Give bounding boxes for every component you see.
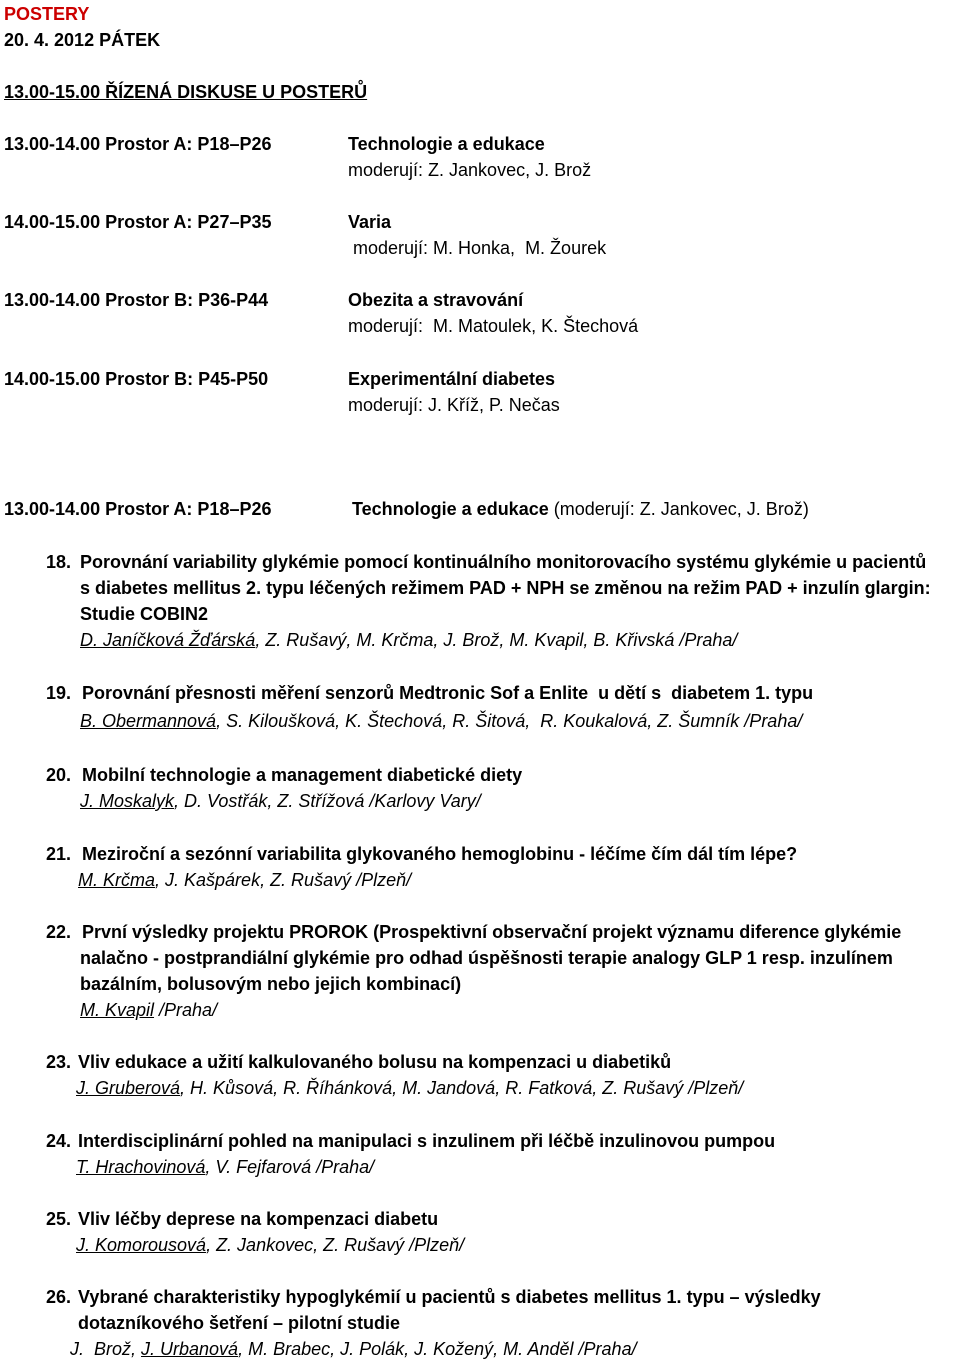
- poster-number: 22.: [46, 922, 72, 942]
- poster-number: 23.: [46, 1052, 72, 1072]
- poster-authors: [76, 1154, 374, 1180]
- poster-number: 20.: [46, 765, 72, 785]
- poster-coauthors: , J. Kašpárek, Z. Rušavý /Plzeň/: [155, 870, 412, 890]
- schedule-topic: Experimentální diabetes: [348, 369, 556, 389]
- poster-title: bazálním, bolusovým nebo jejich kombinací): [80, 974, 462, 994]
- poster-authors: [76, 1232, 464, 1258]
- poster-authors: [80, 708, 802, 734]
- schedule-time: 13.00-14.00 Prostor A: P18–P26: [4, 134, 272, 154]
- schedule-topic: Obezita a stravování: [348, 290, 524, 310]
- poster-presenter: J. Urbanová: [141, 1339, 239, 1359]
- poster-title: Porovnání variability glykémie pomocí kontinuálního monitorovacího systému glykémie u pacientů: [80, 552, 927, 572]
- poster-coauthors: , Z. Jankovec, Z. Rušavý /Plzeň/: [206, 1235, 465, 1255]
- poster-title: s diabetes mellitus 2. typu léčených režimem PAD + NPH se změnou na režim PAD + inzulín glargin:: [80, 578, 931, 598]
- block-moderators: (moderují: Z. Jankovec, J. Brož): [548, 499, 809, 519]
- poster-number: 21.: [46, 844, 72, 864]
- poster-title: dotazníkového šetření – pilotní studie: [78, 1313, 401, 1333]
- poster-presenter: M. Kvapil: [80, 1000, 155, 1020]
- page-title: POSTERY: [4, 4, 90, 24]
- page-date: 20. 4. 2012 PÁTEK: [4, 30, 161, 50]
- block-time: 13.00-14.00 Prostor A: P18–P26: [4, 499, 272, 519]
- schedule-time: 14.00-15.00 Prostor A: P27–P35: [4, 212, 272, 232]
- poster-number: 26.: [46, 1287, 72, 1307]
- schedule-topic: Technologie a edukace: [348, 134, 545, 154]
- poster-title: Vybrané charakteristiky hypoglykémií u pacientů s diabetes mellitus 1. typu – výsledky: [78, 1287, 821, 1307]
- poster-coauthors: /Praha/: [154, 1000, 218, 1020]
- poster-coauthors: , M. Brabec, J. Polák, J. Kožený, M. Anděl /Praha/: [238, 1339, 637, 1359]
- schedule-moderators: moderují: J. Kříž, P. Nečas: [348, 395, 560, 415]
- block-topic: Technologie a edukace: [352, 499, 549, 519]
- poster-authors: [70, 1336, 637, 1362]
- poster-authors: [80, 997, 217, 1023]
- poster-coauthors: , Z. Rušavý, M. Krčma, J. Brož, M. Kvapil, B. Křivská /Praha/: [255, 630, 738, 650]
- poster-presenter: M. Krčma: [78, 870, 156, 890]
- poster-authors: [80, 788, 481, 814]
- poster-coauthors: , D. Vostřák, Z. Střížová /Karlovy Vary/: [174, 791, 481, 811]
- schedule-moderators: moderují: M. Matoulek, K. Štechová: [348, 316, 639, 336]
- poster-presenter: T. Hrachovinová: [76, 1157, 206, 1177]
- poster-title: Interdisciplinární pohled na manipulaci s inzulinem při léčbě inzulinovou pumpou: [78, 1131, 776, 1151]
- poster-coauthors: , H. Kůsová, R. Říhánková, M. Jandová, R. Fatková, Z. Rušavý /Plzeň/: [180, 1078, 744, 1098]
- poster-authors-prefix: J. Brož,: [70, 1339, 142, 1359]
- poster-title: Studie COBIN2: [80, 604, 209, 624]
- poster-number: 19.: [46, 683, 72, 703]
- poster-number: 18.: [46, 552, 72, 572]
- poster-coauthors: , S. Kiloušková, K. Štechová, R. Šitová, R. Koukalová, Z. Šumník /Praha/: [216, 711, 803, 731]
- poster-presenter: J. Gruberová: [76, 1078, 181, 1098]
- poster-presenter: J. Moskalyk: [80, 791, 175, 811]
- poster-coauthors: , V. Fejfarová /Praha/: [205, 1157, 375, 1177]
- block-heading: [352, 496, 809, 522]
- schedule-time: 14.00-15.00 Prostor B: P45-P50: [4, 369, 269, 389]
- poster-authors: [76, 1075, 743, 1101]
- session-heading: 13.00-15.00 ŘÍZENÁ DISKUSE U POSTERŮ: [4, 82, 368, 102]
- poster-presenter: D. Janíčková Žďárská: [80, 630, 256, 650]
- poster-title: nalačno - postprandiální glykémie pro odhad úspěšnosti terapie analogy GLP 1 resp. inzulínem: [80, 948, 893, 968]
- schedule-moderators: moderují: Z. Jankovec, J. Brož: [348, 160, 592, 180]
- schedule-moderators: moderují: M. Honka, M. Žourek: [348, 238, 607, 258]
- schedule-time: 13.00-14.00 Prostor B: P36-P44: [4, 290, 269, 310]
- poster-title: Meziroční a sezónní variabilita glykovaného hemoglobinu - léčíme čím dál tím lépe?: [82, 844, 798, 864]
- poster-title: První výsledky projektu PROROK (Prospektivní observační projekt významu diference glykémie: [82, 922, 902, 942]
- poster-authors: [78, 867, 411, 893]
- poster-presenter: J. Komorousová: [76, 1235, 207, 1255]
- poster-title: Vliv léčby deprese na kompenzaci diabetu: [78, 1209, 439, 1229]
- schedule-topic: Varia: [348, 212, 392, 232]
- poster-presenter: B. Obermannová: [80, 711, 217, 731]
- poster-number: 25.: [46, 1209, 72, 1229]
- poster-title: Porovnání přesnosti měření senzorů Medtronic Sof a Enlite u dětí s diabetem 1. typu: [82, 683, 814, 703]
- poster-authors: [80, 627, 737, 653]
- poster-title: Vliv edukace a užití kalkulovaného bolusu na kompenzaci u diabetiků: [78, 1052, 672, 1072]
- poster-title: Mobilní technologie a management diabetické diety: [82, 765, 523, 785]
- poster-number: 24.: [46, 1131, 72, 1151]
